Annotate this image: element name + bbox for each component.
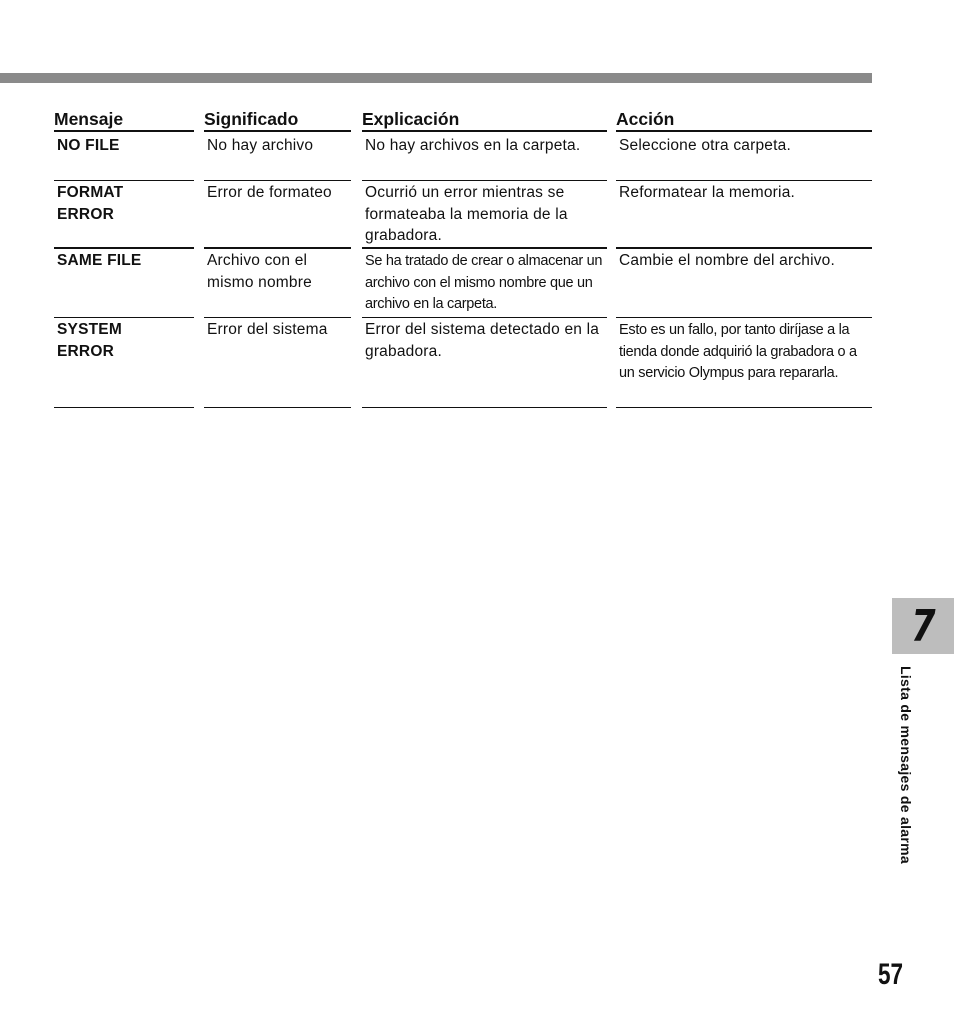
header-rule — [0, 73, 872, 83]
column-header-accion: Acción — [616, 108, 872, 132]
chapter-title-vertical — [895, 666, 917, 906]
table-bottom-rule — [362, 407, 607, 408]
row-divider — [616, 247, 872, 249]
table-cell-explanation: Se ha tratado de crear o almacenar un archivo con el mismo nombre que un archivo en la carpeta. — [365, 253, 603, 312]
table-cell-message: SYSTEM ERROR — [57, 321, 122, 360]
table-bottom-rule — [54, 407, 194, 408]
chapter-title: Lista de mensajes de alarma — [898, 666, 914, 864]
table-cell-explanation: No hay archivos en la carpeta. — [365, 137, 581, 154]
table-cell-message: SAME FILE — [57, 252, 142, 269]
row-divider — [204, 317, 351, 318]
row-divider — [204, 247, 351, 249]
column-header-explicacion: Explicación — [362, 108, 607, 132]
table-cell-action: Cambie el nombre del archivo. — [619, 252, 836, 269]
row-divider — [54, 317, 194, 318]
row-divider — [616, 180, 872, 181]
row-divider — [362, 180, 607, 181]
row-divider — [362, 317, 607, 318]
table-cell-meaning: Archivo con el mismo nombre — [207, 252, 312, 291]
table-cell-meaning: No hay archivo — [207, 137, 314, 154]
chapter-number: 7 — [910, 600, 936, 652]
table-cell-meaning: Error de formateo — [207, 184, 332, 201]
table-cell-explanation: Ocurrió un error mientras se formateaba la memoria de la grabadora. — [365, 184, 568, 244]
row-divider — [54, 180, 194, 181]
row-divider — [54, 247, 194, 249]
row-divider — [204, 180, 351, 181]
column-header-significado: Significado — [204, 108, 351, 132]
page-number: 57 — [878, 958, 904, 991]
table-cell-action: Esto es un fallo, por tanto diríjase a la tienda donde adquirió la grabadora o a un servicio Olympus para repararla. — [619, 322, 857, 381]
table-cell-action: Reformatear la memoria. — [619, 184, 796, 201]
chapter-tab — [892, 598, 954, 654]
table-bottom-rule — [204, 407, 351, 408]
row-divider — [362, 247, 607, 249]
table-cell-message: NO FILE — [57, 137, 120, 154]
column-header-mensaje: Mensaje — [54, 108, 194, 132]
table-bottom-rule — [616, 407, 872, 408]
table-cell-meaning: Error del sistema — [207, 321, 328, 338]
table-cell-explanation: Error del sistema detectado en la grabadora. — [365, 321, 600, 360]
row-divider — [616, 317, 872, 318]
table-cell-message: FORMAT ERROR — [57, 184, 124, 223]
table-cell-action: Seleccione otra carpeta. — [619, 137, 791, 154]
